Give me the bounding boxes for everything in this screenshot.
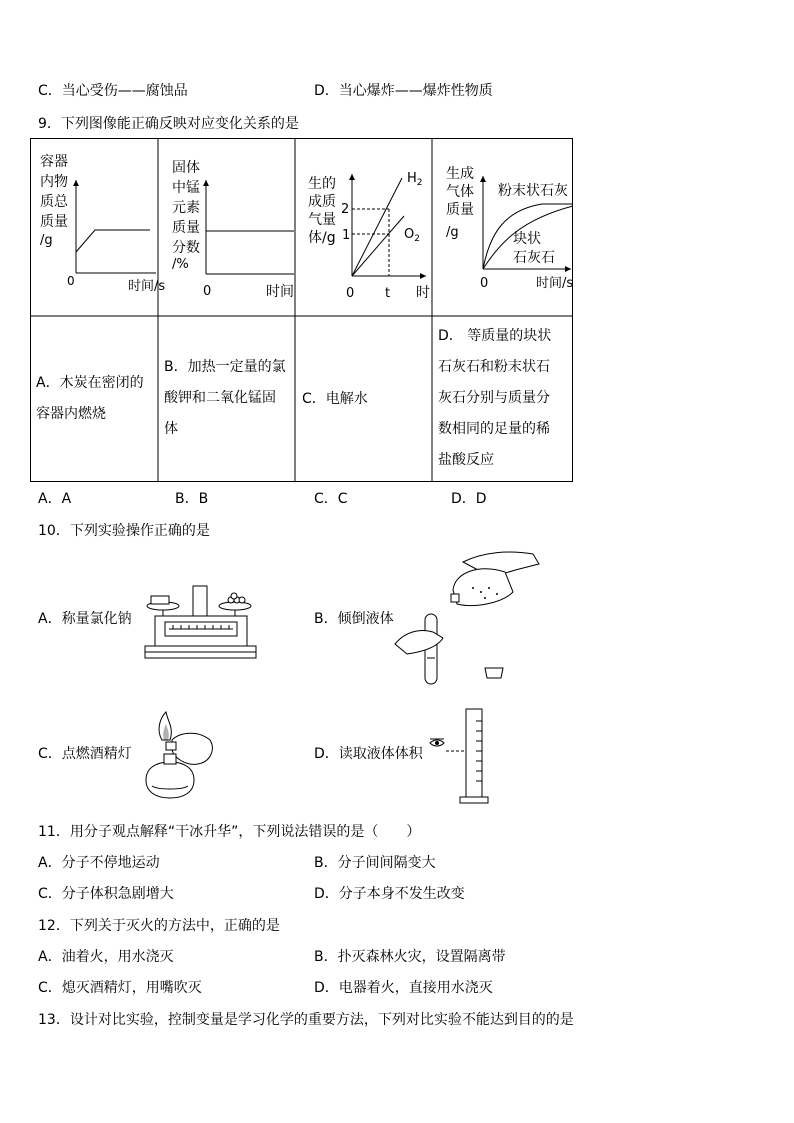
graph-b-origin: 0 (203, 284, 212, 299)
graph-a-ylabel-4: 质量 (40, 214, 68, 230)
graph-b-xlabel: 时间 (266, 284, 294, 300)
graph-a (40, 154, 165, 294)
graph-d (446, 165, 573, 291)
graduated-cylinder-illustration (426, 705, 496, 805)
q9-cell-a-line: 容器内燃烧 (36, 406, 106, 422)
graph-a-ylabel-2: 内物 (40, 174, 68, 190)
graph-a-ylabel-3: 质总 (40, 194, 68, 210)
graph-d-ylabel-2: 气体 (446, 184, 474, 200)
graph-a-line (76, 230, 150, 252)
balance-scale-illustration (143, 578, 258, 660)
q10-option-d: D．读取液体体积 (314, 746, 423, 762)
graph-c-ylabel-2: 成质 (308, 194, 336, 210)
q9-cell-d-line: 灰石分别与质量分 (438, 390, 550, 406)
graph-c-xlabel: 时 (416, 285, 430, 301)
graph-c-ylabel-1: 生的 (308, 176, 336, 192)
q12-option-a: A．油着火，用水浇灭 (38, 949, 174, 965)
graph-b-ylabel-4: 质量 (172, 220, 200, 236)
q10-option-b: B．倾倒液体 (314, 611, 394, 627)
q9-answer-a: A．A (38, 491, 72, 507)
q11-stem: 11．用分子观点解释“干冰升华”，下列说法错误的是（ ） (38, 824, 421, 840)
q8-option-d: D．当心爆炸——爆炸性物质 (314, 83, 493, 99)
q10-option-c: C．点燃酒精灯 (38, 746, 132, 762)
graph-c-tick-2: 2 (341, 202, 350, 217)
graph-d-origin: 0 (480, 276, 489, 291)
graph-b-ylabel-1: 固体 (172, 160, 200, 176)
graph-d-ylabel-4: /g (446, 225, 459, 240)
graph-b-ylabel-2: 中锰 (172, 180, 200, 196)
q12-option-c: C．熄灭酒精灯，用嘴吹灭 (38, 980, 202, 996)
graph-a-ylabel-5: /g (40, 233, 53, 248)
graph-c-h2-label: $H_2$ (407, 171, 423, 188)
q10-option-a: A．称量氯化钠 (38, 611, 132, 627)
pouring-liquid-illustration (393, 548, 543, 688)
q9-cell-b-line: 酸钾和二氧化锰固 (164, 390, 276, 406)
q9-cell-d (438, 321, 551, 476)
graph-a-xlabel: 时间/s (128, 279, 166, 294)
q11-option-a: A．分子不停地运动 (38, 855, 160, 871)
graph-d-curve1-label: 粉末状石灰 (498, 183, 568, 199)
alcohol-lamp-illustration (138, 710, 218, 806)
graph-d-ylabel-1: 生成 (446, 166, 474, 182)
graph-c-o2-label: $O_2$ (404, 227, 420, 244)
q9-cell-d-line: D． 等质量的块状 (438, 328, 552, 344)
graph-d-curve2-label-2: 石灰石 (513, 250, 555, 266)
graph-d-curve2-label-1: 块状 (513, 231, 541, 247)
q11-option-d: D．分子本身不发生改变 (314, 886, 465, 902)
graph-c-tick-1: 1 (342, 228, 351, 243)
q9-cell-d-line: 数相同的足量的稀 (438, 421, 550, 437)
q9-cell-b-line: B．加热一定量的氯 (164, 359, 286, 375)
q12-option-b: B．扑灭森林火灾，设置隔离带 (314, 949, 506, 965)
graph-c (308, 171, 430, 301)
graph-a-ylabel-1: 容器 (40, 154, 68, 170)
graph-b-ylabel-6: /% (172, 257, 189, 272)
q9-answer-d: D．D (451, 491, 487, 507)
graph-a-origin: 0 (67, 274, 75, 288)
graph-b-ylabel-5: 分数 (172, 240, 200, 256)
q9-cell-a-line: A．木炭在密闭的 (36, 375, 144, 391)
graph-c-origin: 0 (346, 286, 355, 301)
graph-c-ylabel-4: 体/g (308, 230, 336, 246)
q10-stem: 10．下列实验操作正确的是 (38, 523, 210, 539)
q12-option-d: D．电器着火，直接用水浇灭 (314, 980, 493, 996)
q9-cell-a (36, 368, 144, 430)
q13-stem: 13．设计对比实验，控制变量是学习化学的重要方法，下列对比实验不能达到目的的是 (38, 1012, 574, 1028)
q9-cell-c: C．电解水 (302, 391, 368, 407)
graph-b-ylabel-3: 元素 (172, 200, 200, 216)
q9-cell-b-line: 体 (164, 421, 178, 437)
graph-c-ylabel-3: 气量 (308, 212, 336, 228)
q9-cell-b (164, 352, 286, 445)
q12-stem: 12．下列关于灭火的方法中，正确的是 (38, 918, 280, 934)
q9-answer-c: C．C (314, 491, 348, 507)
graph-d-ylabel-3: 质量 (446, 202, 474, 218)
q11-option-c: C．分子体积急剧增大 (38, 886, 174, 902)
q8-option-c: C．当心受伤——腐蚀品 (38, 83, 188, 99)
graph-b (172, 159, 294, 300)
q9-stem: 9．下列图像能正确反映对应变化关系的是 (38, 116, 299, 132)
graph-d-xlabel: 时间/s (536, 276, 573, 291)
q9-cell-d-line: 石灰石和粉末状石 (438, 359, 550, 375)
q9-graph-table (30, 138, 573, 482)
graph-c-tmark: t (385, 286, 391, 301)
q9-cell-d-line: 盐酸反应 (438, 452, 494, 468)
q9-answer-b: B．B (175, 491, 209, 507)
q11-option-b: B．分子间间隔变大 (314, 855, 436, 871)
